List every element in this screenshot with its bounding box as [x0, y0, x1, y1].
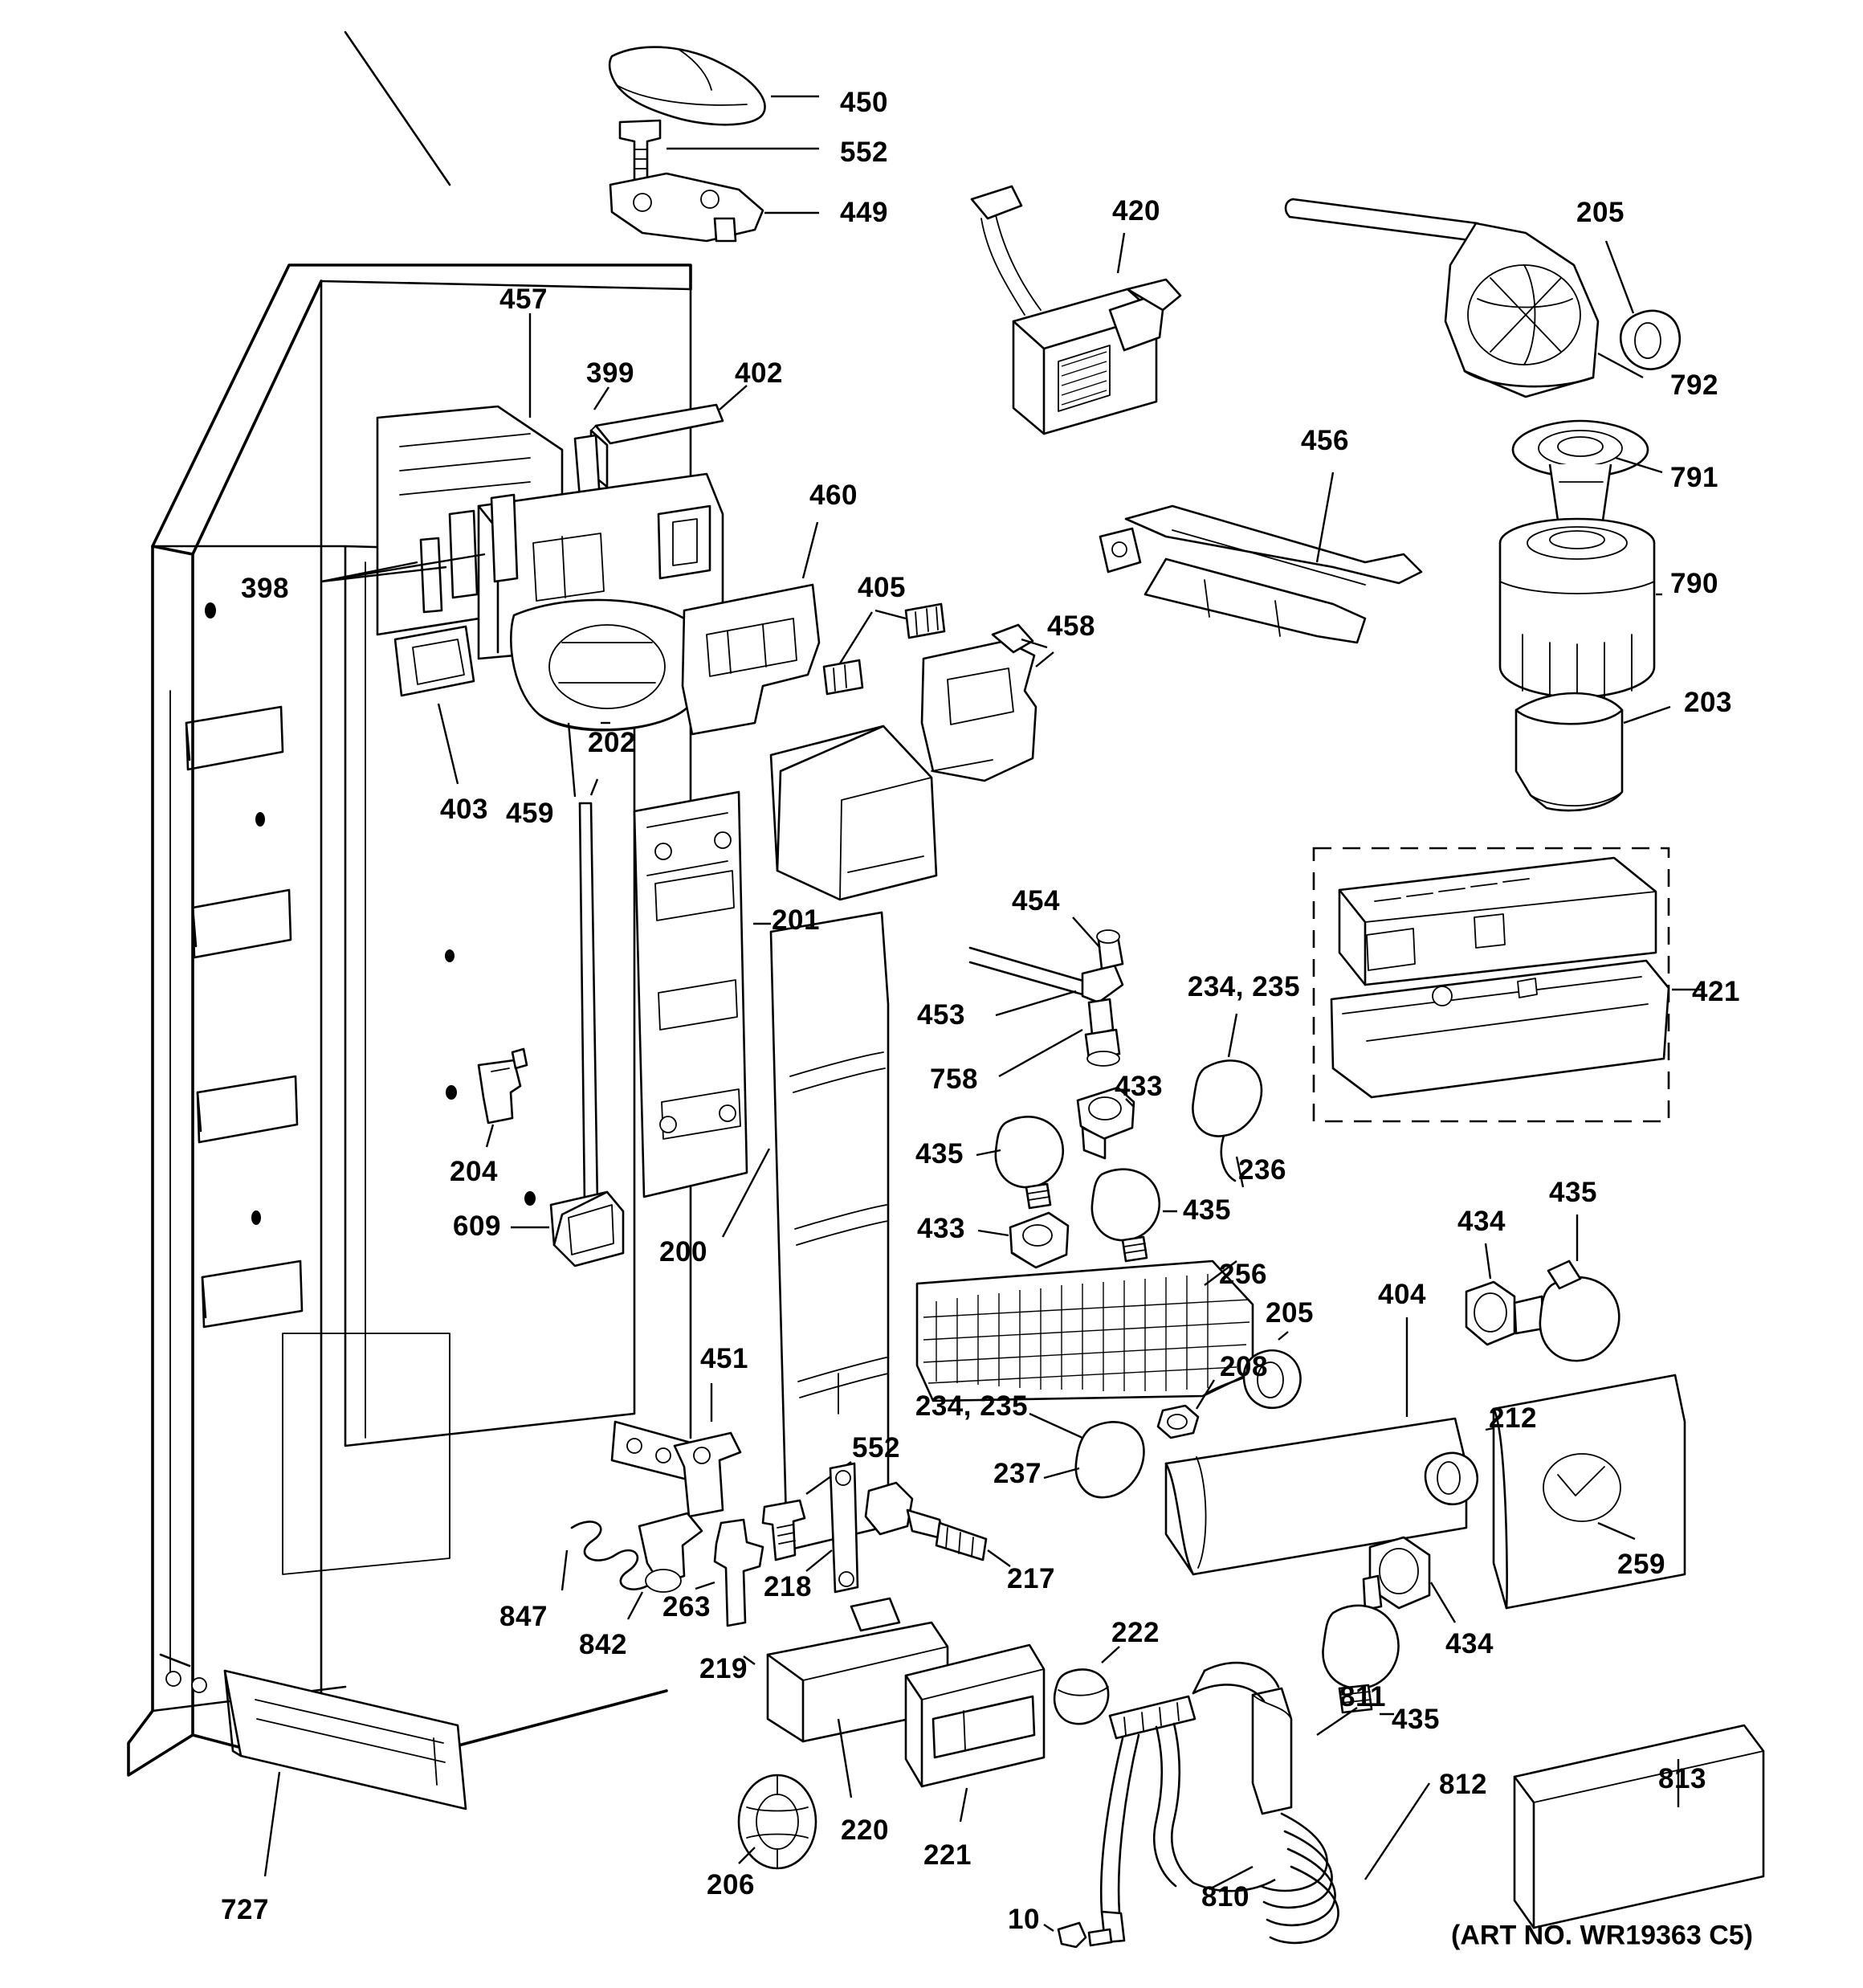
- callout-208: 208: [1220, 1351, 1268, 1382]
- part-421: [1314, 848, 1702, 1121]
- part-727: [225, 1671, 466, 1876]
- callout-552-top: 552: [840, 137, 888, 168]
- callout-237: 237: [993, 1458, 1042, 1489]
- callout-812: 812: [1439, 1769, 1487, 1800]
- callout-810: 810: [1201, 1881, 1249, 1912]
- callout-263: 263: [662, 1591, 711, 1623]
- part-204: [479, 1049, 527, 1147]
- cabinet-outline: [128, 32, 691, 1775]
- part-847: [562, 1521, 650, 1590]
- part-433-b: [978, 1213, 1068, 1268]
- callout-219: 219: [699, 1653, 748, 1684]
- callout-435-b: 435: [1183, 1194, 1231, 1226]
- part-454-453-758: [970, 917, 1123, 1076]
- callout-404: 404: [1378, 1279, 1426, 1310]
- part-402: [591, 386, 747, 487]
- callout-220: 220: [841, 1815, 889, 1846]
- part-813: [1514, 1725, 1763, 1928]
- callout-402: 402: [735, 357, 783, 389]
- callout-205-top: 205: [1576, 197, 1625, 228]
- callout-460: 460: [809, 480, 858, 511]
- callout-434-a: 434: [1457, 1206, 1506, 1237]
- art-number-label: (ART NO. WR19363 C5): [1451, 1920, 1753, 1951]
- callout-449: 449: [840, 197, 888, 228]
- callout-217: 217: [1007, 1563, 1055, 1594]
- callout-212: 212: [1489, 1402, 1537, 1434]
- callout-453: 453: [917, 999, 965, 1031]
- callout-758: 758: [930, 1063, 978, 1095]
- callout-609: 609: [453, 1210, 501, 1242]
- callout-435-d: 435: [1392, 1704, 1440, 1735]
- part-217: [866, 1483, 1010, 1566]
- callout-457: 457: [499, 284, 548, 315]
- callout-205-mid: 205: [1266, 1297, 1314, 1329]
- callout-218: 218: [764, 1571, 812, 1602]
- callout-201: 201: [772, 904, 820, 936]
- callout-435-c: 435: [1549, 1177, 1597, 1208]
- part-435-c: [1540, 1214, 1619, 1361]
- callout-234-235-b: 234, 235: [915, 1390, 1029, 1422]
- part-234-235-a: [1192, 1014, 1262, 1137]
- callout-256: 256: [1219, 1259, 1267, 1290]
- callout-234-235-a: 234, 235: [1187, 971, 1301, 1002]
- part-435-a: [976, 1116, 1063, 1208]
- callout-10: 10: [1008, 1904, 1040, 1935]
- part-403: [395, 627, 474, 784]
- callout-813: 813: [1658, 1763, 1706, 1794]
- callout-204: 204: [450, 1156, 498, 1187]
- part-221: [906, 1645, 1044, 1822]
- callout-727: 727: [221, 1894, 269, 1925]
- callout-259: 259: [1617, 1549, 1665, 1580]
- part-451: [675, 1383, 740, 1517]
- callout-433-b: 433: [917, 1213, 965, 1244]
- callout-200: 200: [659, 1236, 707, 1268]
- callout-847: 847: [499, 1601, 548, 1632]
- callout-454: 454: [1012, 885, 1060, 916]
- callout-791: 791: [1670, 462, 1718, 493]
- part-256: [917, 1261, 1253, 1401]
- callout-552-bot: 552: [852, 1432, 900, 1463]
- part-450: [609, 47, 819, 125]
- callout-399: 399: [586, 357, 634, 389]
- part-222: [1054, 1647, 1119, 1724]
- callout-790: 790: [1670, 568, 1718, 599]
- part-435-b: [1092, 1170, 1177, 1261]
- part-449: [610, 173, 819, 241]
- callout-811: 811: [1339, 1681, 1386, 1712]
- callout-222: 222: [1111, 1617, 1160, 1648]
- part-203: [1516, 693, 1670, 810]
- callout-398: 398: [241, 573, 289, 604]
- part-552-top: [620, 120, 819, 182]
- callout-236: 236: [1238, 1154, 1286, 1186]
- callout-420: 420: [1112, 195, 1160, 227]
- callout-221: 221: [923, 1839, 972, 1871]
- callout-433-a: 433: [1115, 1071, 1163, 1102]
- part-458: [771, 625, 1054, 900]
- part-457-398-202-459: [321, 313, 723, 797]
- part-791: [1513, 421, 1662, 520]
- callout-202: 202: [588, 727, 636, 758]
- callout-405: 405: [858, 572, 906, 603]
- callout-792: 792: [1670, 369, 1718, 401]
- callout-203: 203: [1684, 687, 1732, 718]
- part-201: [580, 779, 771, 1205]
- part-434-a: [1466, 1243, 1543, 1345]
- callout-206: 206: [707, 1869, 755, 1900]
- callout-842: 842: [579, 1629, 627, 1660]
- callout-451: 451: [700, 1343, 748, 1374]
- callout-459: 459: [506, 798, 554, 829]
- part-790: [1500, 519, 1662, 699]
- callout-435-a: 435: [915, 1138, 964, 1170]
- callout-421: 421: [1692, 976, 1740, 1007]
- callout-403: 403: [440, 794, 488, 825]
- callout-458: 458: [1047, 610, 1095, 642]
- callout-450: 450: [840, 87, 888, 118]
- part-237: [1029, 1414, 1143, 1497]
- part-456: [1100, 472, 1421, 643]
- callout-456: 456: [1301, 425, 1349, 456]
- part-206: [739, 1775, 816, 1868]
- callout-434-b: 434: [1445, 1628, 1494, 1659]
